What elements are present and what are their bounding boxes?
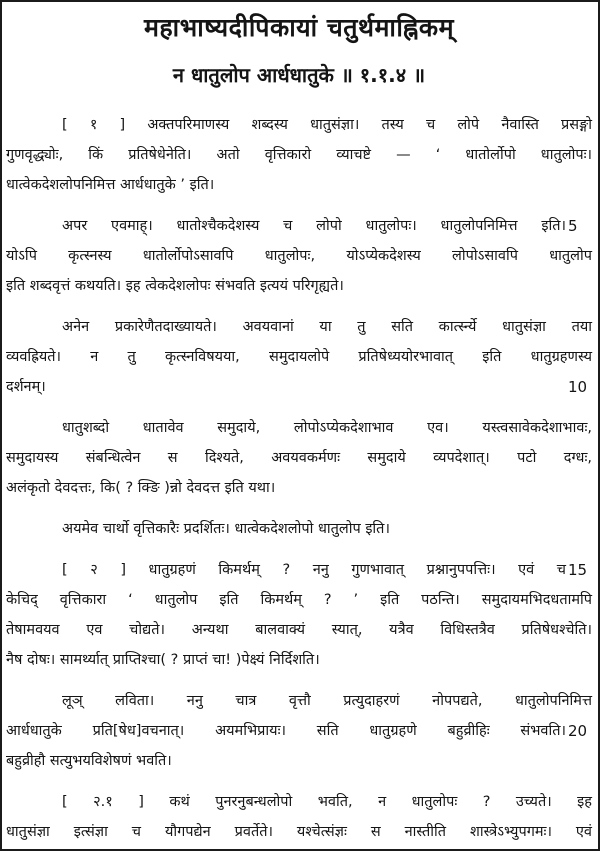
text-line-content: नैष दोषः। सामर्थ्यात् प्राप्तिश्चा( ? प्राप्तं चा! )पेक्ष्यं निर्दिशति। [6,652,320,668]
paragraph [6,686,592,776]
text-line-content: धात्वेकदेशलोपनिमित्त आर्धधातुके ’ इति। [6,177,215,193]
text-line-content: [ २ ] धातुग्रहणं किमर्थम् ? ननु गुणभावात् प्रश्नानुपपत्तिः। एवं च [62,562,566,578]
text-line [6,555,592,585]
text-line [6,271,592,301]
text-line-content: अयमेव चार्थो वृत्तिकारैः प्रदर्शितः। धात्वेकदेशलोपो धातुलोप इति। [62,521,390,537]
paragraph [6,413,592,503]
text-line [6,585,592,615]
text-line-content: बहुव्रीहौ सत्युभयविशेषणं भवति। [6,753,172,769]
text-line-content: धातुसंज्ञा इत्संज्ञा च यौगपद्येन प्रवर्तेते। यश्चेत्संज्ञः स नास्तीति शास्त्रेऽभ्युपगमः। एवं [6,824,592,840]
text-line-content: दर्शनम्। [6,379,46,395]
text-line [6,615,592,645]
text-line [6,514,592,544]
text-line [6,110,592,140]
margin-line-number: 20 [568,722,588,740]
text-line-content: अलंकृतो देवदत्तः, कि( ? क्ङि )न्नो देवदत्त इति यथा। [6,480,276,496]
text-line-content: लूञ् लविता। ननु चात्र वृत्तौ प्रत्युदाहरणं नोपपद्यते, धातुलोपनिमित्त [62,693,592,709]
sutra-heading: न धातुलोप आर्धधातुके ॥ १.१.४ ॥ [172,63,426,87]
text-line-content: समुदायस्य संबन्धित्वेन स दिश्यते, अवयवकर्मणः समुदाये व्यपदेशात्। पटो दग्धः, [6,450,592,466]
text-line [6,170,592,200]
text-line [6,443,592,473]
paragraph [6,211,592,301]
text-line [6,473,592,503]
document-title: महाभाष्यदीपिकायां चतुर्थमाह्निकम् [143,13,455,42]
text-line [6,716,592,746]
text-line-content: तेषामवयव एव चोद्यते। अन्यथा बालवाक्यं स्यात्, यत्रैव विधिस्तत्रैव प्रतिषेधश्चेति। [6,622,592,638]
text-line-content: इति शब्दवृत्तं कथयति। इह त्वेकदेशलोपः संभवति इत्ययं परिगृह्यते। [6,278,344,294]
text-line-content: व्यवह्रियते। न तु कृत्स्नविषयया, समुदायलोपे प्रतिषेध्ययोरभावात् इति धातुग्रहणस्य [6,349,592,365]
text-line [6,312,592,342]
paragraph [6,555,592,675]
text-line [6,413,592,443]
text-line [6,372,592,402]
text-line [6,686,592,716]
page-inner [2,2,598,847]
text-line [6,645,592,675]
text-line-content: केचिद् वृत्तिकारा ‘ धातुलोप इति किमर्थम् ? ’ इति पठन्ति। समुदायमभिदधतामपि [6,592,593,608]
text-line [6,787,592,817]
margin-line-number: 10 [568,378,588,396]
paragraph [6,514,592,544]
text-line [6,211,592,241]
text-line-content: अपर एवमाह्। धातोश्चैकदेशस्य च लोपो धातुलोपः। धातुलोपनिमित्त इति। [62,218,566,234]
text-line [6,140,592,170]
text-line [6,342,592,372]
text-line-content: धातुशब्दो धातावेव समुदाये, लोपोऽप्येकदेशाभाव एव। यस्त्वसावेकदेशाभावः, [62,420,592,436]
paragraph [6,787,592,847]
body-text [6,110,592,847]
text-line-content: [ २.१ ] कथं पुनरनुबन्धलोपो भवति, न धातुलोपः ? उच्यते। इह [62,794,592,810]
text-line [6,817,592,847]
text-line-content: योऽपि कृत्स्नस्य धातोर्लोपोऽसावपि धातुलोपः, योऽप्येकदेशस्य लोपोऽसावपि धातुलोप [6,248,592,264]
text-line-content: गुणवृद्ध्योः, किं प्रतिषेधेनेति। अतो वृत्तिकारो व्याचष्टे — ‘ धातोर्लोपो धातुलोपः। [6,147,592,163]
text-line-content: अनेन प्रकारेणैतदाख्यायते। अवयवानां या तु सति कार्त्स्न्ये धातुसंज्ञा तया [62,319,592,335]
text-line [6,241,592,271]
margin-line-number: 5 [568,217,578,235]
paragraph [6,312,592,402]
margin-line-number: 15 [568,561,588,579]
text-line-content: आर्धधातुके प्रति[षेध]वचनात्। अयमभिप्रायः। सति धातुग्रहणे बहुव्रीहिः संभवति। [6,723,566,739]
text-line [6,746,592,776]
paragraph [6,110,592,200]
text-line-content: [ १ ] अक्तपरिमाणस्य शब्दस्य धातुसंज्ञा। तस्य च लोपे नैवास्ति प्रसङ्गो [62,117,592,133]
